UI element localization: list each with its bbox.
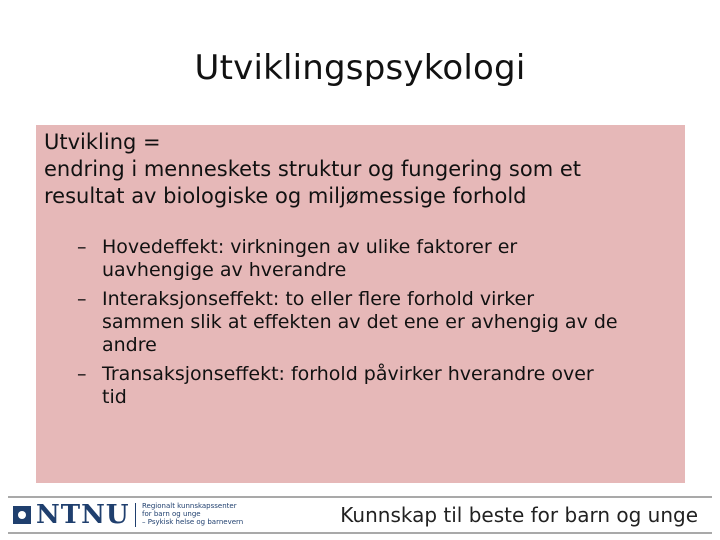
center-line: – Psykisk helse og barnevern [142, 518, 244, 526]
bullet-dash: – [77, 363, 87, 385]
bullet-item-hovedeffekt [44, 236, 685, 282]
center-line: Regionalt kunnskapssenter [142, 502, 237, 510]
definition-line: resultat av biologiske og miljømessige forhold [44, 184, 527, 208]
definition-line: endring i menneskets struktur og fungering som et [44, 157, 581, 181]
bullet-line: Hovedeffekt: virkningen av ulike faktorer er [102, 236, 518, 258]
bullet-line: tid [102, 386, 127, 408]
ntnu-logo-icon [13, 506, 31, 524]
ntnu-logo-text: NTNU [36, 500, 130, 530]
bullet-line: andre [102, 334, 157, 356]
footer-tagline: Kunnskap til beste for barn og unge [340, 503, 698, 527]
bullet-dash: – [77, 288, 87, 310]
bullet-list [44, 236, 685, 409]
bullet-dash: – [77, 236, 87, 258]
logo-divider [135, 503, 136, 527]
bullet-line: Transaksjonseffekt: forhold påvirker hverandre over [102, 363, 594, 385]
slide-title: Utviklingspsykologi [194, 48, 526, 88]
bullet-line: sammen slik at effekten av det ene er avhengig av de [102, 311, 618, 333]
bullet-line: uavhengige av hverandre [102, 259, 347, 281]
definition-text [44, 129, 685, 210]
bullet-item-interaksjonseffekt [44, 288, 685, 357]
bullet-item-transaksjonseffekt [44, 363, 685, 409]
bullet-line: Interaksjonseffekt: to eller flere forhold virker [102, 288, 535, 310]
footer-bar [8, 496, 712, 534]
center-line: for barn og unge [142, 510, 201, 518]
content-box [36, 125, 685, 483]
definition-line: Utvikling = [44, 130, 161, 154]
center-subtitle [142, 502, 242, 526]
